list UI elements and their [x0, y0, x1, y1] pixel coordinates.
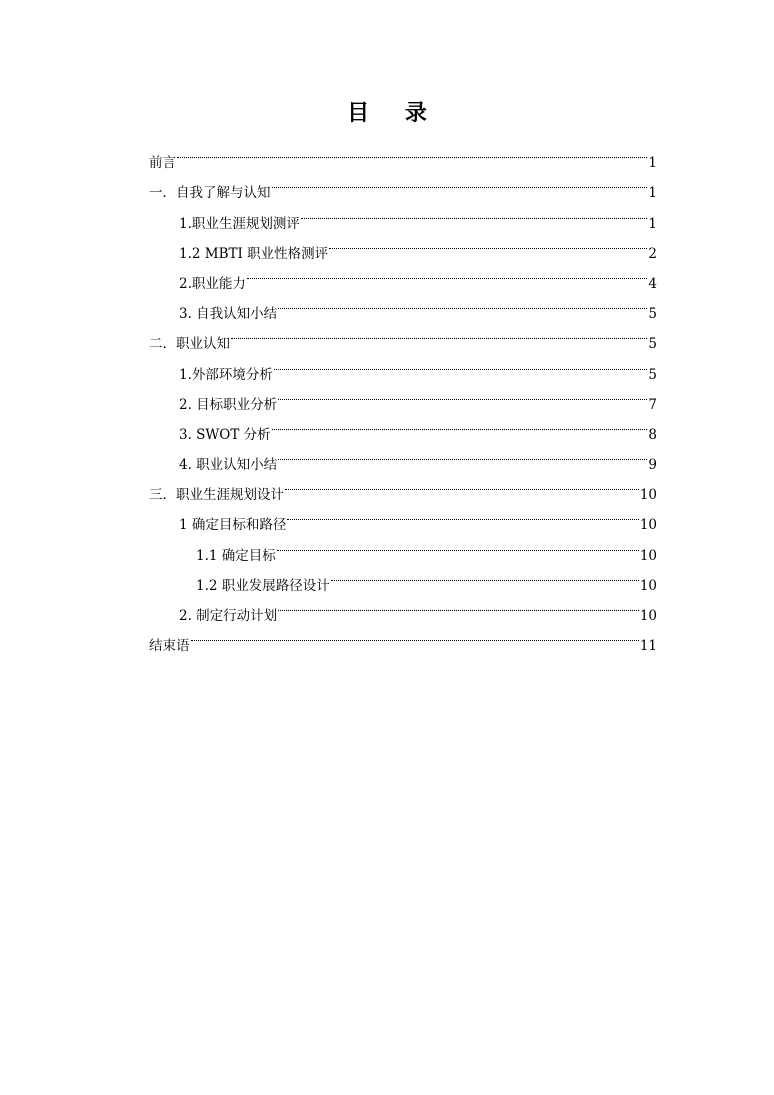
toc-entry-page-number: 5	[648, 366, 657, 383]
toc-entry-page-number: 10	[639, 517, 657, 534]
toc-entry-page-number: 1	[648, 215, 657, 232]
toc-entry-label: 一．自我了解与认知	[149, 185, 271, 202]
toc-entry-label: 二．职业认知	[149, 336, 230, 353]
toc-entry-page-number: 9	[648, 457, 657, 474]
table-of-contents	[149, 137, 657, 655]
toc-entry[interactable]	[149, 167, 657, 202]
toc-entry-label: 2. 目标职业分析	[179, 396, 278, 413]
page-title: 目 录	[347, 101, 441, 126]
toc-entry-page-number: 5	[648, 336, 657, 353]
toc-dot-leader	[272, 167, 648, 197]
toc-dot-leader	[329, 228, 647, 258]
toc-entry-page-number: 10	[639, 608, 657, 624]
toc-entry-page-number: 10	[639, 577, 657, 594]
toc-dot-leader	[278, 379, 647, 409]
toc-dot-leader	[272, 409, 648, 439]
toc-entry-page-number: 8	[648, 426, 657, 443]
toc-dot-leader	[274, 348, 648, 378]
toc-entry-label: 1.1 确定目标	[196, 547, 276, 564]
toc-entry-label: 2.职业能力	[179, 275, 246, 292]
toc-entry-label: 2. 制定行动计划	[179, 608, 278, 624]
toc-dot-leader	[301, 197, 648, 227]
toc-entry-page-number: 2	[648, 245, 657, 262]
toc-dot-leader	[177, 137, 647, 167]
toc-dot-leader	[278, 590, 639, 620]
toc-dot-leader	[247, 258, 648, 288]
toc-entry-label: 1.外部环境分析	[179, 366, 273, 383]
toc-entry-label: 3. SWOT 分析	[179, 426, 271, 443]
toc-entry-page-number: 5	[648, 306, 657, 323]
toc-entry-label: 结束语	[149, 638, 190, 655]
toc-entry-label: 前言	[149, 155, 176, 172]
toc-entry[interactable]	[149, 620, 657, 655]
toc-entry[interactable]	[149, 137, 657, 172]
toc-entry-page-number: 11	[639, 638, 657, 655]
toc-entry-page-number: 1	[648, 185, 657, 202]
toc-entry-label: 1.职业生涯规划测评	[179, 215, 300, 232]
toc-dot-leader	[331, 560, 639, 590]
toc-dot-leader	[278, 439, 647, 469]
toc-entry-label: 1 确定目标和路径	[179, 517, 287, 534]
toc-entry-page-number: 7	[648, 396, 657, 413]
toc-dot-leader	[285, 469, 639, 499]
toc-dot-leader	[277, 529, 639, 559]
toc-entry-label: 1.2 职业发展路径设计	[196, 577, 330, 594]
toc-entry-page-number: 1	[648, 155, 657, 172]
toc-dot-leader	[231, 318, 647, 348]
toc-entry-page-number: 10	[639, 487, 657, 504]
toc-entry-page-number: 4	[648, 275, 657, 292]
toc-entry-page-number: 10	[639, 547, 657, 564]
toc-entry-label: 4. 职业认知小结	[179, 457, 278, 474]
toc-dot-leader	[287, 499, 638, 529]
toc-dot-leader	[278, 288, 647, 318]
toc-entry-label: 3. 自我认知小结	[179, 306, 278, 323]
toc-dot-leader	[191, 620, 639, 650]
toc-entry-label: 1.2 MBTI 职业性格测评	[179, 245, 329, 262]
toc-entry-label: 三．职业生涯规划设计	[149, 487, 284, 504]
